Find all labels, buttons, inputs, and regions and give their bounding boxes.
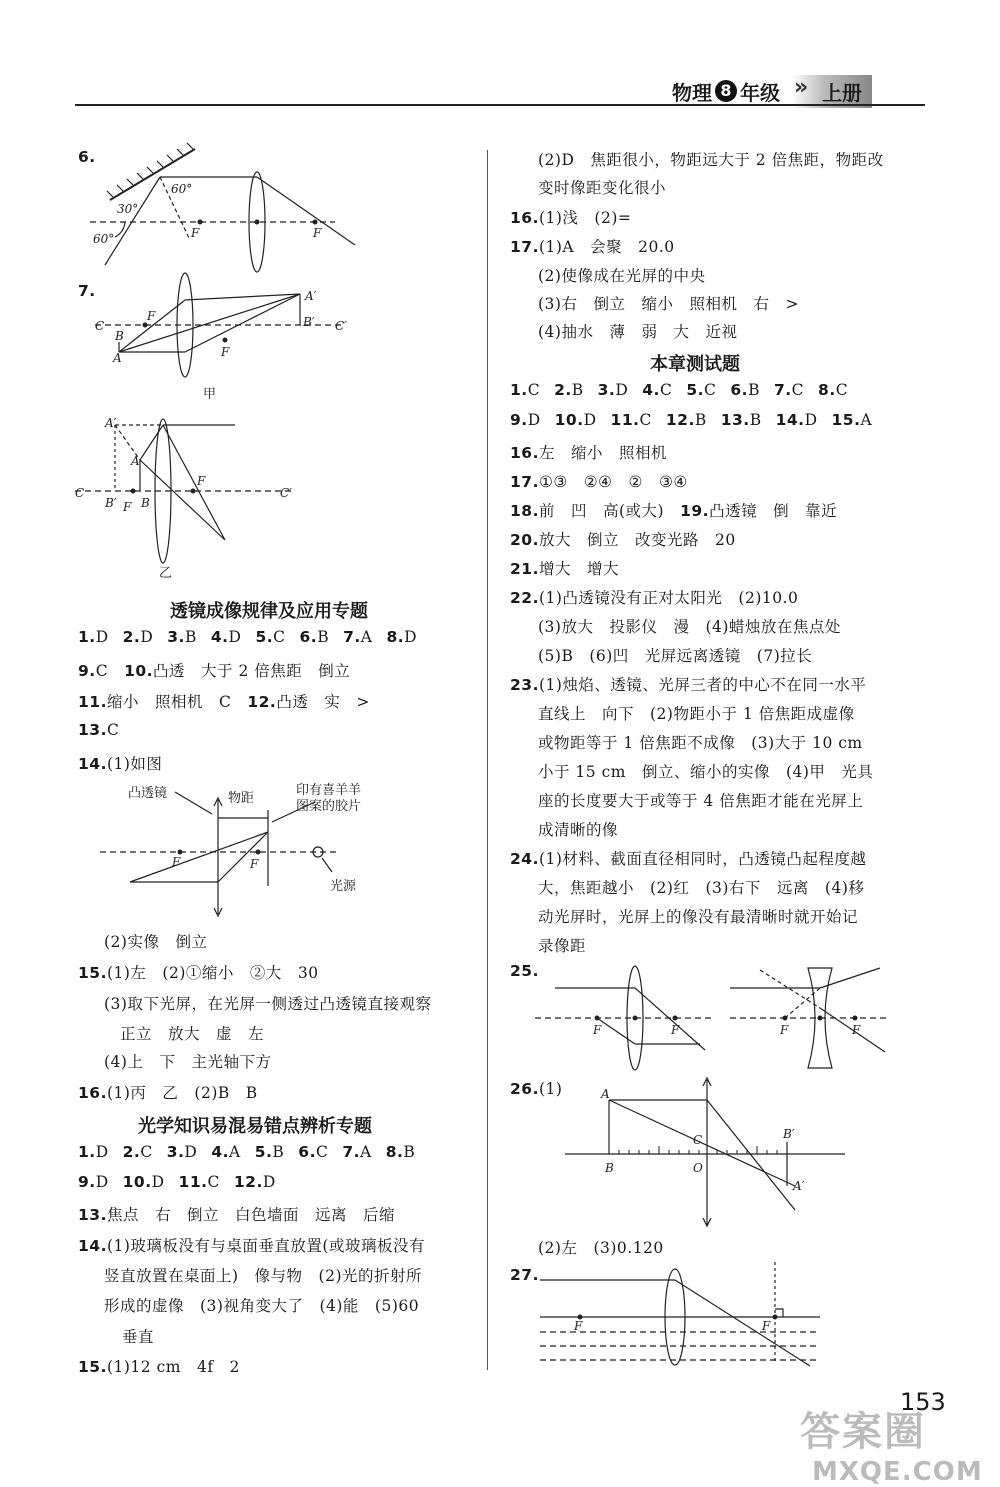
- svg-text:F: F: [574, 1319, 583, 1333]
- page-header: [672, 76, 872, 106]
- t-row-23c: 或物距等于 1 倍焦距不成像 (3)大于 10 cm: [538, 734, 863, 752]
- t-row-17: 17.①③ ②④ ② ③④: [510, 473, 688, 491]
- header-volume-band: [792, 75, 872, 108]
- r-row-17-3: (3)右 倒立 缩小 照相机 右 >: [538, 295, 799, 313]
- t-row-1-8: [510, 381, 862, 399]
- s2-row-14d: 垂直: [122, 1328, 155, 1346]
- section-title-chapter-test: 本章测试题: [650, 354, 740, 375]
- svg-text:F: F: [671, 1023, 680, 1037]
- mc-answer: 11.C: [610, 411, 652, 429]
- svg-text:F: F: [762, 1319, 771, 1333]
- mc-answer: 5.C: [255, 628, 286, 646]
- mc-answer: 1.D: [78, 1143, 109, 1161]
- t-row-24b: 大，焦距越小 (2)红 (3)右下 远离 (4)移: [538, 879, 865, 897]
- mc-answer: 11.C: [178, 1173, 220, 1191]
- svg-text:O: O: [693, 1161, 703, 1175]
- t-row-26: 26.(1): [510, 1080, 563, 1098]
- mc-answer: 4.D: [210, 628, 242, 646]
- t-row-22: 22.(1)凸透镜没有正对太阳光 (2)10.0: [510, 589, 799, 607]
- mc-answer: 5.B: [254, 1143, 285, 1161]
- mc-answer: 2.D: [122, 628, 154, 646]
- svg-text:A′: A′: [305, 289, 317, 303]
- svg-text:F: F: [172, 855, 181, 869]
- mc-answer: 7.C: [773, 381, 805, 399]
- fig7-jia-label: 甲: [203, 387, 217, 402]
- mc-answer: 10.D: [122, 1173, 165, 1191]
- t-row-27: 27.: [510, 1266, 539, 1284]
- s1-row-1-8: [78, 628, 431, 646]
- s1-row-15-3a: (3)取下光屏，在光屏一侧透过凸透镜直接观察: [104, 995, 432, 1013]
- t-row-24d: 录像距: [538, 937, 587, 955]
- svg-text:F: F: [197, 474, 206, 488]
- t-row-16: 16.左 缩小 照相机: [510, 444, 667, 462]
- figure-q7-jia: [95, 280, 355, 405]
- mc-answer: 3.B: [167, 628, 197, 646]
- t-row-24c: 动光屏时，光屏上的像没有最清晰时就开始记: [538, 908, 859, 926]
- svg-text:B: B: [605, 1161, 614, 1175]
- t-row-24: 24.(1)材料、截面直径相同时，凸透镜凸起程度越: [510, 850, 867, 868]
- section-title-optics-errors: 光学知识易混易错点辨析专题: [138, 1116, 372, 1137]
- s1-row-9-10: 9.C 10.凸透 大于 2 倍焦距 倒立: [78, 662, 351, 680]
- header-grade-number: 8: [715, 80, 737, 102]
- svg-text:F: F: [221, 345, 230, 359]
- svg-text:60°: 60°: [171, 182, 193, 196]
- figure-q26-ruler: [565, 1080, 845, 1230]
- svg-text:A′: A′: [105, 416, 117, 430]
- r-row-15-2a: (2)D 焦距很小，物距远大于 2 倍焦距，物距改: [538, 151, 884, 169]
- mc-answer: 9.D: [510, 411, 541, 429]
- figure-q27: [540, 1262, 830, 1372]
- svg-text:A: A: [131, 454, 140, 468]
- svg-text:A′: A′: [793, 1179, 805, 1193]
- fig14-dist-label: 物距: [228, 791, 255, 806]
- s2-row-14: 14.(1)玻璃板没有与桌面垂直放置(或玻璃板没有: [78, 1237, 425, 1255]
- s1-row-15-4: (4)上 下 主光轴下方: [104, 1053, 272, 1071]
- s2-row-15: 15.(1)12 cm 4f 2: [78, 1358, 240, 1376]
- mc-answer: 14.D: [775, 411, 818, 429]
- t-row-9-15: [510, 411, 886, 429]
- s1-row-16: 16.(1)丙 乙 (2)B B: [78, 1084, 258, 1102]
- svg-text:F: F: [313, 226, 322, 240]
- mc-answer: 4.A: [211, 1143, 241, 1161]
- r-row-17-2: (2)使像成在光屏的中央: [538, 267, 706, 285]
- mc-answer: 6.C: [298, 1143, 329, 1161]
- mc-answer: 9.D: [78, 1173, 109, 1191]
- s2-row-14c: 形成的虚像 (3)视角变大了 (4)能 (5)60: [104, 1297, 420, 1315]
- column-divider: [487, 150, 488, 1370]
- fig14-lens-label: 凸透镜: [128, 786, 168, 801]
- svg-text:F: F: [593, 1023, 602, 1037]
- mc-answer: 1.C: [510, 381, 541, 399]
- mc-answer: 12.D: [233, 1173, 276, 1191]
- q6-number: 6.: [78, 148, 96, 166]
- t-row-23d: 小于 15 cm 倒立、缩小的实像 (4)甲 光具: [538, 763, 874, 781]
- mc-answer: 8.C: [818, 381, 849, 399]
- svg-text:F: F: [250, 857, 259, 871]
- s1-row-14b: (2)实像 倒立: [104, 933, 208, 951]
- t-row-22c: (5)B (6)凹 光屏远离透镜 (7)拉长: [538, 647, 813, 665]
- t-row-23b: 直线上 向下 (2)物距小于 1 倍焦距成虚像: [538, 705, 855, 723]
- fig14-film-label-1: 印有喜羊羊: [296, 783, 362, 798]
- figure-q25-concave: [730, 962, 890, 1077]
- r-row-15-2b: 变时像距变化很小: [538, 179, 667, 197]
- mc-answer: 12.B: [665, 411, 707, 429]
- svg-text:C: C: [75, 486, 85, 500]
- svg-text:A: A: [113, 351, 122, 365]
- svg-text:60°: 60°: [93, 232, 115, 246]
- svg-text:B: B: [115, 329, 124, 343]
- mc-answer: 13.B: [720, 411, 762, 429]
- svg-text:A: A: [601, 1087, 610, 1101]
- mc-answer: 10.D: [554, 411, 597, 429]
- svg-text:C: C: [693, 1133, 703, 1147]
- mc-answer: 1.D: [78, 628, 109, 646]
- figure-q14-camera: [100, 782, 470, 922]
- section-title-lens-imaging: 透镜成像规律及应用专题: [170, 601, 368, 622]
- s1-row-15: 15.(1)左 (2)①缩小 ②大 30: [78, 964, 319, 982]
- mc-answer: 2.B: [554, 381, 584, 399]
- mc-answer: 3.D: [166, 1143, 198, 1161]
- t-row-23: 23.(1)烛焰、透镜、光屏三者的中心不在同一水平: [510, 676, 867, 694]
- fig7-yi-label: 乙: [159, 566, 173, 581]
- s2-row-1-8: [78, 1143, 429, 1161]
- t-row-22b: (3)放大 投影仪 漫 (4)蜡烛放在焦点处: [538, 618, 841, 636]
- t-row-26b: (2)左 (3)0.120: [538, 1239, 664, 1257]
- svg-text:C′: C′: [280, 486, 292, 500]
- header-grade: 年级: [740, 80, 780, 105]
- s1-row-14: 14.(1)如图: [78, 755, 163, 773]
- mc-answer: 4.C: [642, 381, 673, 399]
- mc-answer: 6.B: [299, 628, 330, 646]
- s1-row-15-3b: 正立 放大 虚 左: [120, 1025, 265, 1043]
- mc-answer: 15.A: [831, 411, 873, 429]
- mc-answer: 5.C: [686, 381, 717, 399]
- figure-q25-convex: [535, 962, 715, 1077]
- svg-text:C: C: [95, 319, 105, 333]
- fig14-light-label: 光源: [330, 879, 357, 894]
- s2-row-14b: 竖直放置在桌面上) 像与物 (2)光的折射所: [104, 1267, 423, 1285]
- figure-q7-yi: [75, 415, 305, 580]
- header-subject: 物理: [672, 80, 712, 105]
- t-row-20: 20.放大 倒立 改变光路 20: [510, 531, 736, 549]
- svg-text:F: F: [147, 309, 156, 323]
- mc-answer: 7.A: [343, 628, 373, 646]
- mc-answer: 7.A: [342, 1143, 372, 1161]
- svg-text:30°: 30°: [117, 202, 139, 216]
- t-row-25: 25.: [510, 962, 539, 980]
- q7-number: 7.: [78, 282, 96, 300]
- t-row-23f: 成清晰的像: [538, 821, 619, 839]
- mc-answer: 6.B: [730, 381, 760, 399]
- svg-text:C′: C′: [335, 319, 347, 333]
- double-chevron-icon: »: [794, 74, 803, 100]
- s2-row-9-12: [78, 1173, 290, 1191]
- r-row-17-4: (4)抽水 薄 弱 大 近视: [538, 323, 738, 341]
- watermark: 答案圈 MXQE.COM: [800, 1409, 983, 1487]
- s1-row-13: 13.C: [78, 721, 120, 739]
- svg-text:B′: B′: [105, 496, 117, 510]
- svg-text:F: F: [852, 1023, 861, 1037]
- mc-answer: 8.D: [386, 628, 418, 646]
- t-row-21: 21.增大 增大: [510, 560, 619, 578]
- mc-answer: 3.D: [597, 381, 629, 399]
- header-volume: 上册: [822, 80, 862, 105]
- svg-text:B′: B′: [783, 1127, 795, 1141]
- r-row-16: 16.(1)浅 (2)=: [510, 209, 632, 227]
- mc-answer: 2.C: [122, 1143, 153, 1161]
- s1-row-11-12: 11.缩小 照相机 C 12.凸透 实 >: [78, 693, 370, 711]
- s2-row-13: 13.焦点 右 倒立 白色墙面 远离 后缩: [78, 1206, 395, 1224]
- svg-text:F: F: [780, 1023, 789, 1037]
- header-rule: [75, 104, 925, 106]
- svg-text:B: B: [141, 496, 150, 510]
- svg-text:F: F: [123, 500, 132, 514]
- t-row-18-19: 18.前 凹 高(或大) 19.凸透镜 倒 靠近: [510, 502, 838, 520]
- mc-answer: 8.B: [385, 1143, 416, 1161]
- fig14-film-label-2: 图案的胶片: [296, 799, 362, 814]
- r-row-17: 17.(1)A 会聚 20.0: [510, 238, 675, 256]
- t-row-23e: 座的长度要大于或等于 4 倍焦距才能在光屏上: [538, 792, 864, 810]
- svg-text:B′: B′: [303, 315, 315, 329]
- page-number: 153: [900, 1388, 946, 1416]
- svg-text:F: F: [191, 226, 200, 240]
- figure-q6-mirror-lens: [85, 145, 355, 275]
